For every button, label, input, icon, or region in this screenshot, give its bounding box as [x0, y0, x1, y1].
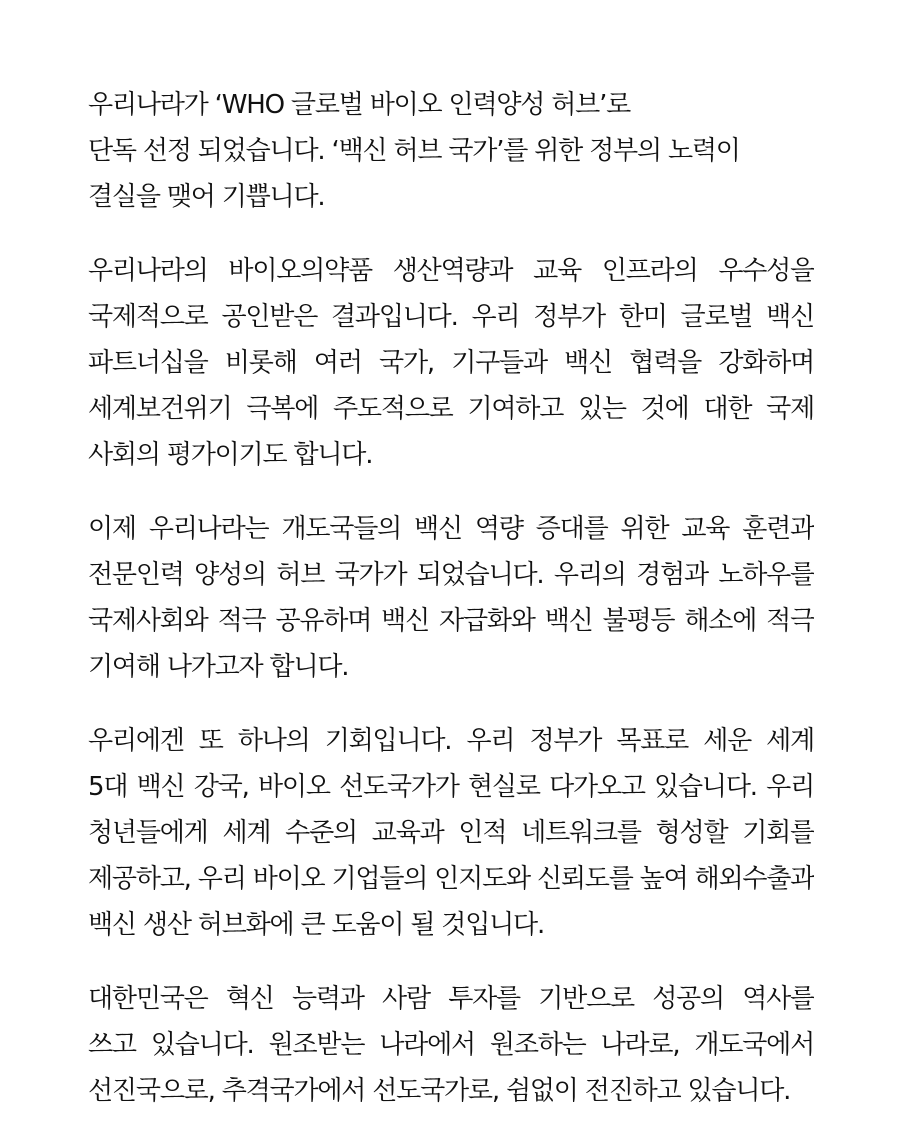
- text-line: 우리에겐 또 하나의 기회입니다. 우리 정부가 목표로 세운 세계: [88, 726, 814, 756]
- text-line: 결실을 맺어 기쁩니다.: [88, 182, 325, 212]
- text-line: 이제 우리나라는 개도국들의 백신 역량 증대를 위한 교육 훈련과: [88, 514, 814, 544]
- text-line: 5대 백신 강국, 바이오 선도국가가 현실로 다가오고 있습니다. 우리: [88, 772, 814, 802]
- text-line: 국제사회와 적극 공유하며 백신 자급화와 백신 불평등 해소에 적극: [88, 606, 814, 636]
- text-line: 사회의 평가이기도 합니다.: [88, 440, 373, 470]
- paragraph-5: [88, 976, 814, 1114]
- message-body: [88, 82, 814, 1142]
- text-line: 선진국으로, 추격국가에서 선도국가로, 쉼없이 전진하고 있습니다.: [88, 1076, 791, 1106]
- paragraph-1: [88, 82, 814, 220]
- text-line: 우리나라의 바이오의약품 생산역량과 교육 인프라의 우수성을: [88, 256, 814, 286]
- text-line: 기여해 나가고자 합니다.: [88, 652, 349, 682]
- text-line: 제공하고, 우리 바이오 기업들의 인지도와 신뢰도를 높여 해외수출과: [88, 864, 814, 894]
- text-line: 단독 선정 되었습니다. ‘백신 허브 국가’를 위한 정부의 노력이: [88, 136, 740, 166]
- paragraph-3: [88, 506, 814, 690]
- text-line: 쓰고 있습니다. 원조받는 나라에서 원조하는 나라로, 개도국에서: [88, 1030, 814, 1060]
- text-line: 국제적으로 공인받은 결과입니다. 우리 정부가 한미 글로벌 백신: [88, 302, 814, 332]
- text-line: 파트너십을 비롯해 여러 국가, 기구들과 백신 협력을 강화하며: [88, 348, 814, 378]
- text-line: 우리나라가 ‘WHO 글로벌 바이오 인력양성 허브’로: [88, 90, 631, 120]
- text-line: 청년들에게 세계 수준의 교육과 인적 네트워크를 형성할 기회를: [88, 818, 814, 848]
- text-line: 백신 생산 허브화에 큰 도움이 될 것입니다.: [88, 910, 545, 940]
- text-line: 전문인력 양성의 허브 국가가 되었습니다. 우리의 경험과 노하우를: [88, 560, 814, 590]
- text-line: 대한민국은 혁신 능력과 사람 투자를 기반으로 성공의 역사를: [88, 984, 814, 1014]
- paragraph-4: [88, 718, 814, 948]
- paragraph-2: [88, 248, 814, 478]
- text-line: 세계보건위기 극복에 주도적으로 기여하고 있는 것에 대한 국제: [88, 394, 814, 424]
